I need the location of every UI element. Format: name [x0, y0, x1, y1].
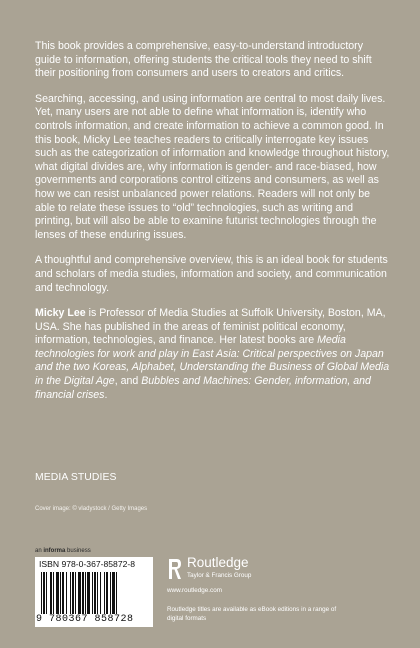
barcode-bar [82, 572, 84, 614]
barcode-bar [87, 572, 90, 614]
informa-prefix: an [35, 548, 44, 554]
barcode-box [35, 557, 153, 627]
informa-business-tag [35, 548, 91, 554]
author-bio-text-3: . [104, 388, 108, 401]
barcode-bar [112, 572, 115, 614]
cover-credit: Cover image: © vladystock / Getty Images [35, 506, 148, 512]
barcode-bar [72, 572, 74, 614]
informa-suffix: business [65, 548, 91, 554]
blurb-paragraph-1: This book provides a comprehensive, easy-to-understand introductory guide to information, offering students the critical tools they need to shift their positioning from consumers and users to creators and critics. [35, 40, 372, 80]
blurb-paragraph-2: Searching, accessing, and using information are central to most daily lives. Yet, many users are not able to define what information is, identify who controls information, and create information to achieve a common good. In this book, Micky Lee teaches readers to critically interrogate key issues such as the categorization of information and knowledge throughout history, what digital divides are, why information is gender- and race-biased, how governments and corporations control citizens and consumers, as well as how we can resist unbalanced power relations. Readers will not only be able to relate these issues to “old” technologies, such as writing and printing, but will also be able to examine futurist technologies through the lenses of these enduring issues. [35, 92, 390, 241]
informa-brand: informa [43, 548, 66, 554]
publisher-group: Taylor & Francis Group [187, 572, 252, 579]
barcode-bar [92, 572, 93, 614]
barcode-bar [104, 572, 105, 614]
barcode-bar [60, 572, 61, 614]
subject-category: MEDIA STUDIES [35, 472, 117, 483]
author-book-2: Bubbles and Machines: Gender, information, and financial crises [35, 375, 371, 401]
barcode-bar [50, 572, 52, 614]
barcode-bar [106, 572, 108, 614]
barcode-bar [97, 572, 98, 614]
barcode-bar [94, 572, 96, 614]
barcode-digits: 9 780367 858728 [36, 614, 134, 625]
author-book-1: Media technologies for work and play in East Asia: Critical perspectives on Japan and the two Koreas, Alphabet, Understanding the Business of Global Media in the Digital Age [35, 334, 390, 388]
publisher-name: Routledge [187, 555, 249, 570]
routledge-logo-icon [167, 557, 183, 581]
barcode-bar [78, 572, 81, 614]
barcode-bar [46, 572, 47, 614]
barcode-icon [41, 572, 147, 614]
barcode-bar [110, 572, 111, 614]
barcode-bar [53, 572, 54, 614]
author-bio-text-2: , and [114, 375, 142, 388]
author-bio-text-1: is Professor of Media Studies at Suffolk University, Boston, MA, USA. She has published in the areas of feminist political economy, information, technologies, and finance. Her latest books are [35, 307, 386, 347]
barcode-bar [85, 572, 86, 614]
barcode-bar [56, 572, 59, 614]
back-cover-text [35, 40, 390, 414]
barcode-bar [116, 572, 117, 614]
barcode-bar [62, 572, 64, 614]
barcode-bar [75, 572, 76, 614]
publisher-ebook-note: Routledge titles are available as eBook editions in a range of digital formats [167, 606, 337, 622]
barcode-bar [41, 572, 42, 614]
barcode-bar [43, 572, 45, 614]
barcode-bar [66, 572, 67, 614]
barcode-bar [70, 572, 71, 614]
publisher-url: www.routledge.com [167, 587, 222, 594]
author-bio [35, 307, 390, 402]
author-name: Micky Lee [35, 307, 86, 320]
isbn-label: ISBN 978-0-367-85872-8 [39, 559, 136, 569]
barcode-bar [100, 572, 101, 614]
blurb-paragraph-3: A thoughtful and comprehensive overview, this is an ideal book for students and scholars of media studies, information and society, and communication and technology. [35, 254, 388, 294]
